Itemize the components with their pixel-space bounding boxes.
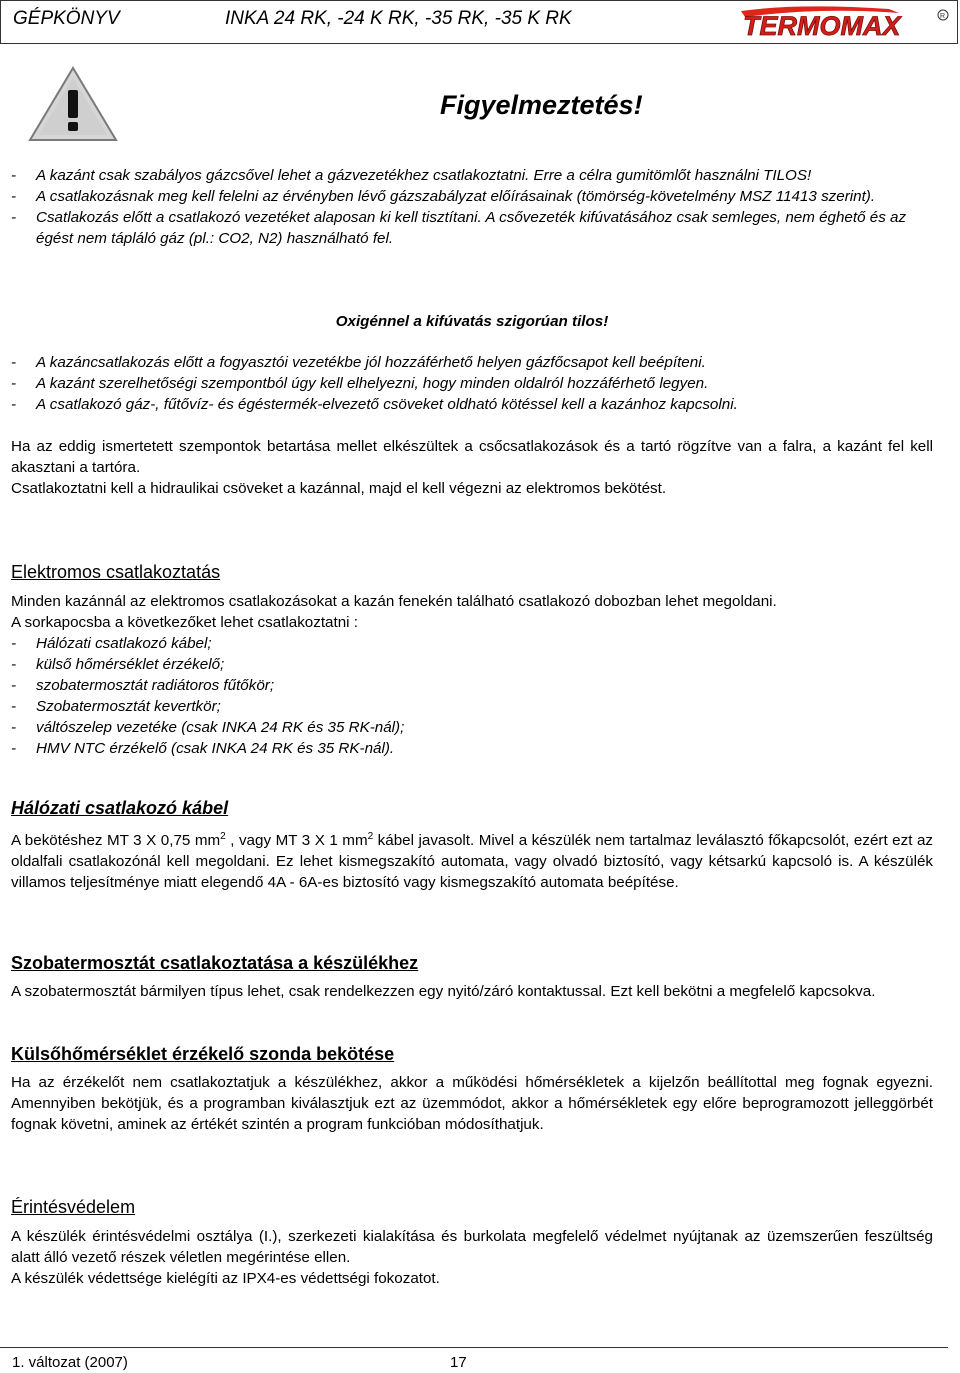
section-title-touch: Érintésvédelem xyxy=(11,1197,136,1217)
connection-item: - Hálózati csatlakozó kábel; xyxy=(11,633,933,654)
warning-item: - A kazánt csak szabályos gázcsővel lehet a gázvezetékhez csatlakoztatni. Erre a célra gumitömlőt használni TILOS! xyxy=(11,165,933,186)
section-title-room: Szobatermosztát csatlakoztatása a készülékhez xyxy=(11,953,419,973)
electric-intro: A sorkapocsba a következőket lehet csatlakoztatni : xyxy=(11,614,358,631)
header-model-label: INKA 24 RK, -24 K RK, -35 RK, -35 K RK xyxy=(225,8,572,29)
warning-item: - A kazáncsatlakozás előtt a fogyasztói vezetékbe jól hozzáférhető helyen gázfőcsapot kell beépíteni. xyxy=(11,352,933,373)
warning-item: - A csatlakozó gáz-, fűtővíz- és égéstermék-elvezető csöveket oldható kötéssel kell a kazánhoz kapcsolni. xyxy=(11,394,933,415)
svg-text:TERMOMAX: TERMOMAX xyxy=(743,11,901,39)
mains-text-3: kábel javasolt. Mivel a készülék nem tartalmaz leválasztó főkapcsolót, ezért ezt az oldalfali csatlakozónál kell megoldani. Ez lehet kismegszakító automata, vagy olvadó biztosító, vagy kétsarkú kapcsoló is. A készülék villamos teljesítménye miatt elegendő 4A - 6A-es biztosító vagy kismegszakító automata beépítése. xyxy=(11,832,933,892)
footer-divider xyxy=(0,1347,948,1348)
mains-text-1: A bekötéshez MT 3 X 0,75 mm xyxy=(11,832,221,850)
section-title-mains: Hálózati csatlakozó kábel xyxy=(11,798,229,818)
mains-text xyxy=(11,826,933,893)
header-guide-label: GÉPKÖNYV xyxy=(13,8,120,29)
connection-item: - külső hőmérséklet érzékelő; xyxy=(11,654,933,675)
connection-item: - HMV NTC érzékelő (csak INKA 24 RK és 35 RK-nál). xyxy=(11,738,933,759)
warning-item: - A kazánt szerelhetőségi szempontból úgy kell elhelyezni, hogy minden oldalról hozzáférhető legyen. xyxy=(11,373,933,394)
warning-paragraph: Csatlakoztatni kell a hidraulikai csöveket a kazánnal, majd el kell végezni az elektromos bekötést. xyxy=(11,480,667,497)
touch-text: A készülék érintésvédelmi osztálya (I.), szerkezeti kialakítása és burkolata megfelelő védelmet nyújtanak az üzemszerűen feszültség alatt álló vezető részek véletlen megérintése ellen. xyxy=(11,1228,933,1266)
warning-triangle-icon xyxy=(28,66,118,142)
outdoor-text: Ha az érzékelőt nem csatlakoztatjuk a készülékhez, akkor a működési hőmérsékletek a kijelzőn beállítottal meg fognak egyezni. Amennyiben bekötjük, és a programban kiválasztjuk ezt az üzemmódot, akkor a hőmérsékletek egy előre beprogramozott jelleggörbét fognak követni, aminek az értékét szintén a program funkcióban módosíthatjuk. xyxy=(11,1074,933,1133)
termomax-logo xyxy=(739,5,951,39)
electric-section xyxy=(11,591,933,759)
connection-item: - szobatermosztát radiátoros fűtőkör; xyxy=(11,675,933,696)
warning-list-2 xyxy=(11,352,933,415)
connection-item: - váltószelep vezetéke (csak INKA 24 RK és 35 RK-nál); xyxy=(11,717,933,738)
warning-title: Figyelmeztetés! xyxy=(440,90,643,120)
section-title-electric: Elektromos csatlakoztatás xyxy=(11,562,221,582)
footer-version: 1. változat (2007) xyxy=(12,1354,128,1371)
electric-intro: Minden kazánnál az elektromos csatlakozásokat a kazán fenekén található csatlakozó dobozban lehet megoldani. xyxy=(11,593,777,610)
svg-text:R: R xyxy=(940,13,946,20)
mains-sup: 2 xyxy=(367,831,374,842)
warning-item: - A csatlakozásnak meg kell felelni az érvényben lévő gázszabályzat előírásainak (tömörség-követelmény MSZ 11413 szerint). xyxy=(11,186,933,207)
touch-text: A készülék védettsége kielégíti az IPX4-es védettségi fokozatot. xyxy=(11,1270,440,1287)
warning-list xyxy=(11,165,933,249)
mains-text-2: , vagy MT 3 X 1 mm xyxy=(225,832,368,850)
page-number: 17 xyxy=(450,1354,467,1371)
warning-emphasis: Oxigénnel a kifúvatás szigorúan tilos! xyxy=(335,313,609,330)
mains-sup: 2 xyxy=(220,831,226,842)
warning-paragraph: Ha az eddig ismertetett szempontok betartása mellet elkészültek a csőcsatlakozások és a tartó rögzítve van a falra, a kazánt fel kell akasztani a tartóra. xyxy=(11,438,933,476)
warning-item: - Csatlakozás előtt a csatlakozó vezetéket alaposan ki kell tisztítani. A csővezeték kifúvatásához csak semleges, nem éghető és az égést nem tápláló gáz (pl.: CO2, N2) használható fel. xyxy=(11,207,933,249)
connection-item: - Szobatermosztát kevertkör; xyxy=(11,696,933,717)
page-header xyxy=(0,0,958,44)
section-title-outdoor: Külsőhőmérséklet érzékelő szonda bekötése xyxy=(11,1044,395,1064)
room-text: A szobatermosztát bármilyen típus lehet, csak rendelkezzen egy nyitó/záró kontaktussal. Ezt kell bekötni a megfelelő kapcsokva. xyxy=(11,983,876,1000)
